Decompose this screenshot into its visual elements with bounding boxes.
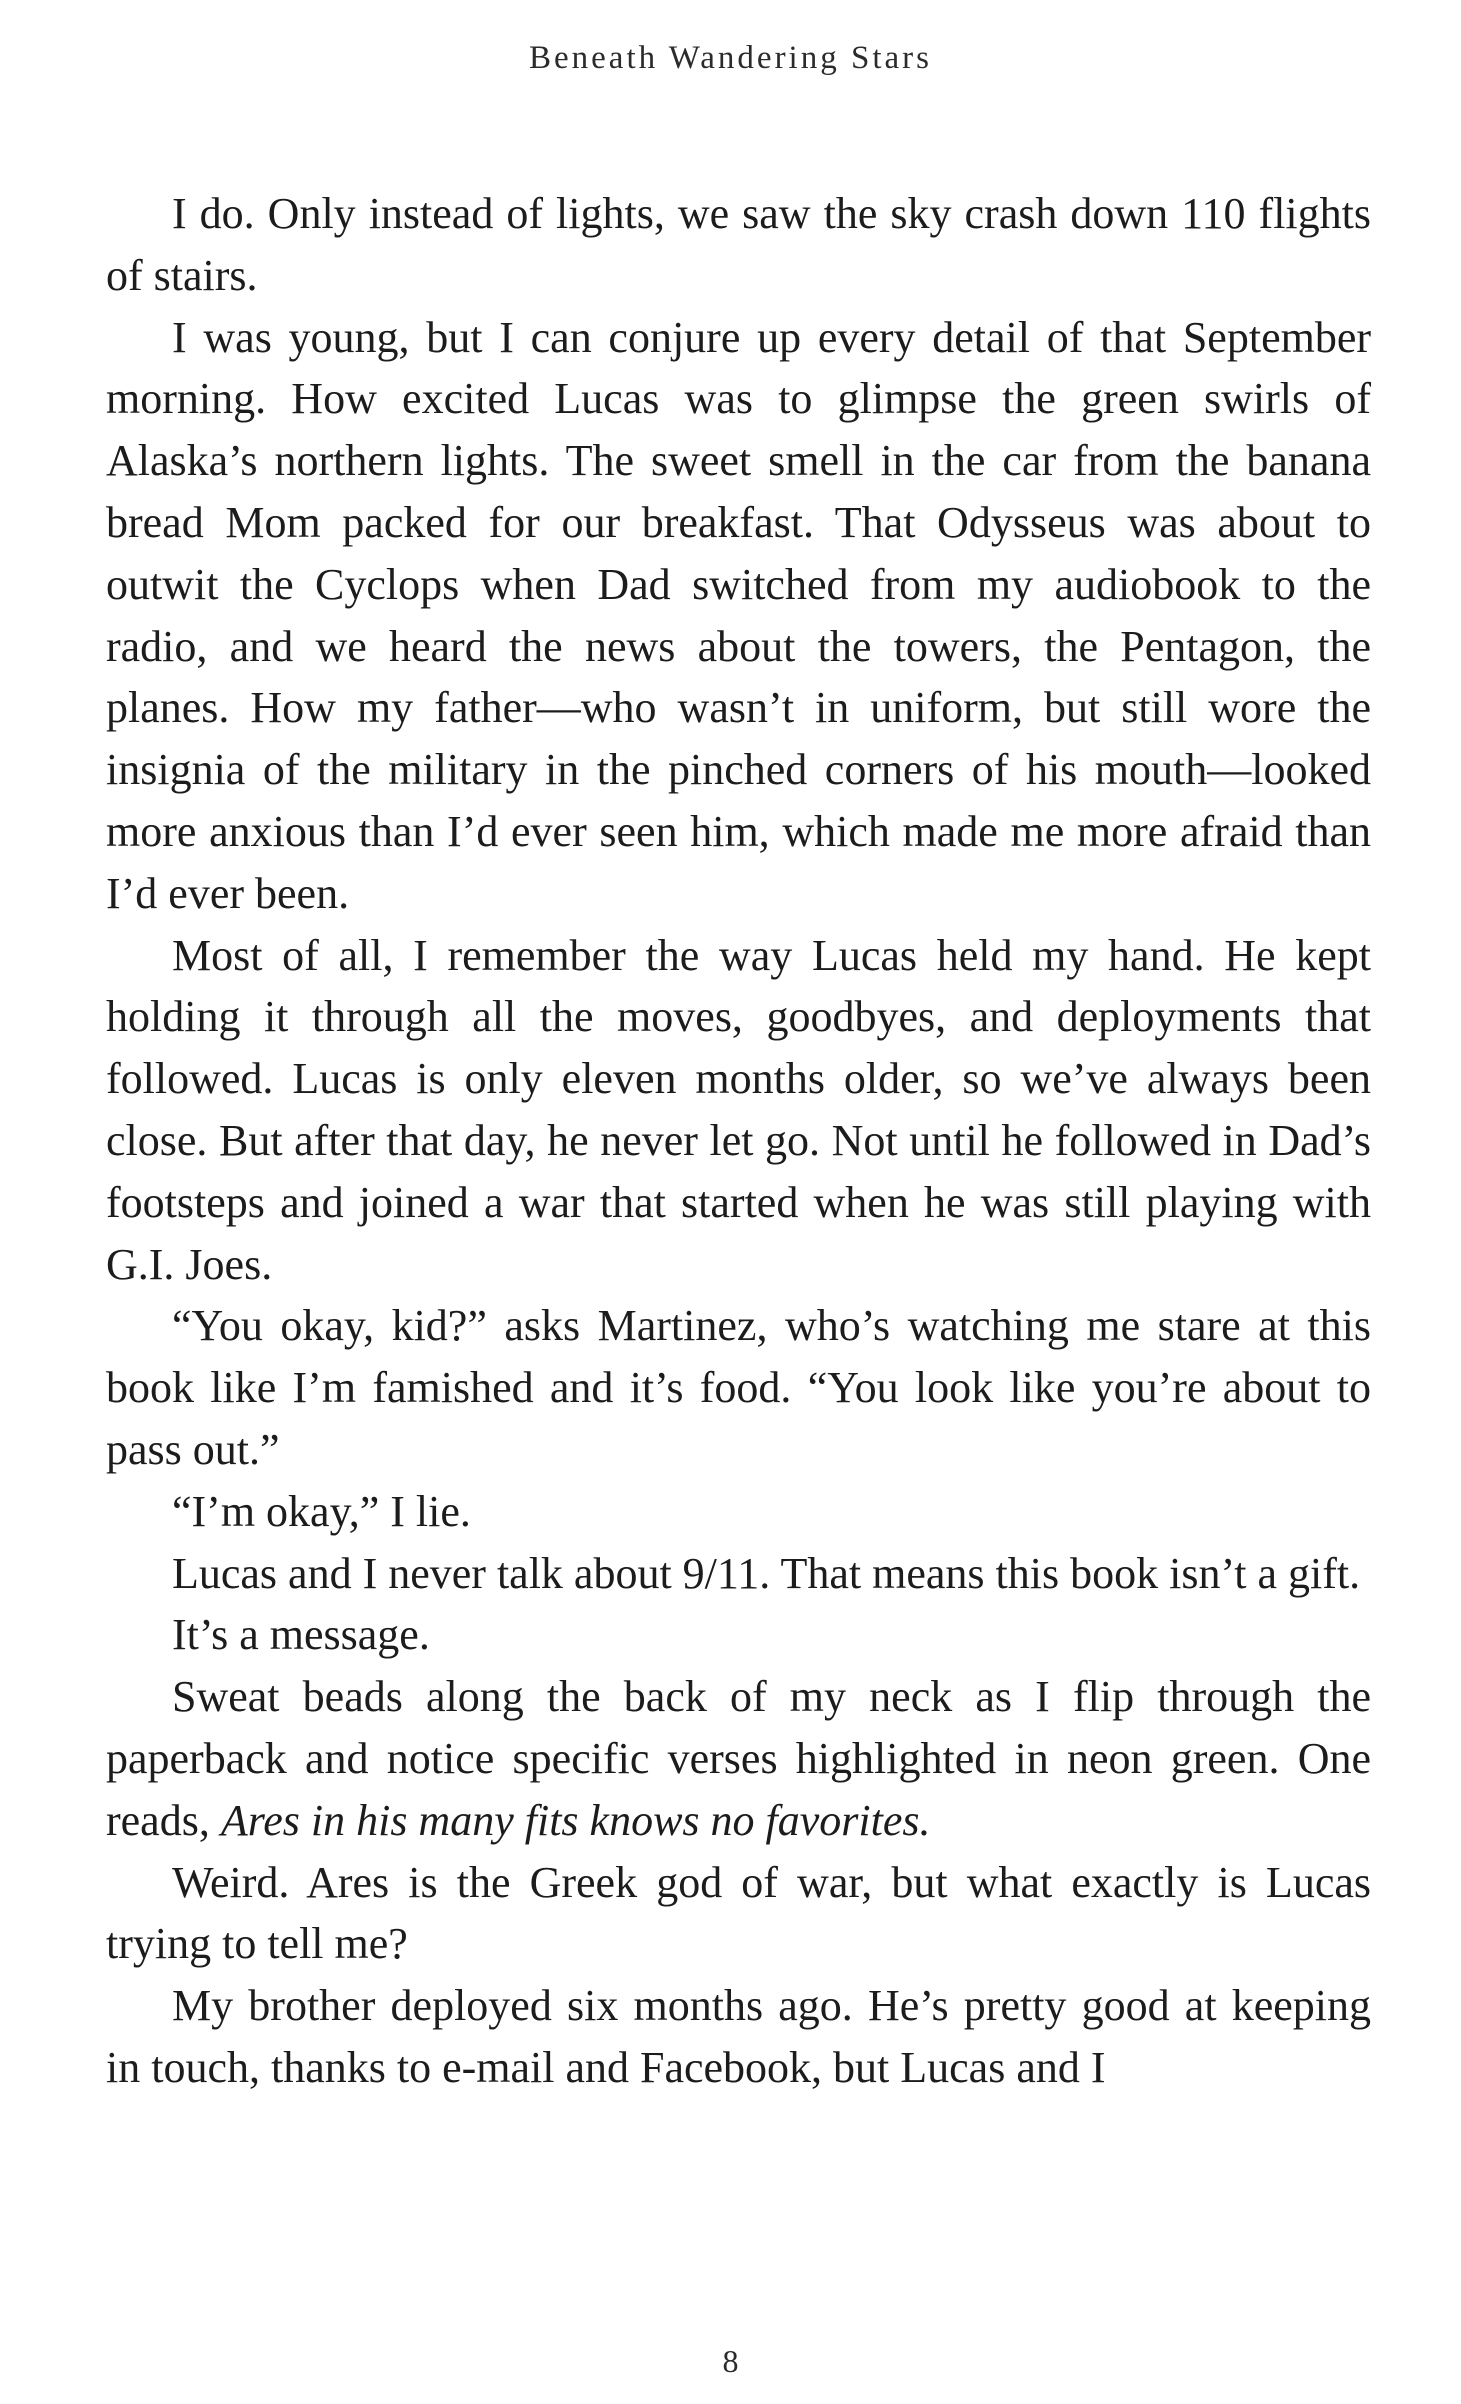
paragraph: Most of all, I remember the way Lucas held my hand. He kept holding it through all the moves, goodbyes, and deployments that followed. Lucas is only eleven months older, so we’ve always been close. But after that day, he never let go. Not until he followed in Dad’s footsteps and joined a war that started when he was still playing with G.I. Joes. bbox=[106, 930, 1371, 1289]
paragraph: “I’m okay,” I lie. bbox=[172, 1486, 471, 1536]
running-head: Beneath Wandering Stars bbox=[529, 40, 932, 76]
paragraph: “You okay, kid?” asks Martinez, who’s watching me stare at this book like I’m famished and it’s food. “You look like you’re about to pass out.” bbox=[106, 1301, 1371, 1474]
body-text bbox=[106, 183, 1371, 2099]
paragraph: It’s a message. bbox=[172, 1610, 430, 1660]
quoted-verse: Ares in his many fits knows no favorites. bbox=[220, 1795, 931, 1845]
paragraph-lead: Sweat beads along the back of my neck as I flip through the paperback and notice specific verses highlighted in neon green. One reads, bbox=[106, 1672, 1371, 1845]
paragraph-highlighted-verse bbox=[106, 1666, 1371, 1851]
paragraph: I do. Only instead of lights, we saw the sky crash down 110 flights of stairs. bbox=[106, 189, 1371, 300]
paragraph: Lucas and I never talk about 9/11. That means this book isn’t a gift. bbox=[172, 1548, 1361, 1598]
paragraph: Weird. Ares is the Greek god of war, but what exactly is Lucas trying to tell me? bbox=[106, 1857, 1371, 1969]
page-number: 8 bbox=[722, 2343, 739, 2379]
paragraph: My brother deployed six months ago. He’s pretty good at keeping in touch, thanks to e-mail and Facebook, but Lucas and I bbox=[106, 1981, 1371, 2092]
paragraph: I was young, but I can conjure up every detail of that September morning. How excited Lucas was to glimpse the green swirls of Alaska’s northern lights. The sweet smell in the car from the banana bread Mom packed for our breakfast. That Odysseus was about to outwit the Cyclops when Dad switched from my audiobook to the radio, and we heard the news about the towers, the Pentagon, the planes. How my father—who wasn’t in uniform, but still wore the insignia of the military in the pinched corners of his mouth—looked more anxious than I’d ever seen him, which made me more afraid than I’d ever been. bbox=[106, 312, 1371, 918]
